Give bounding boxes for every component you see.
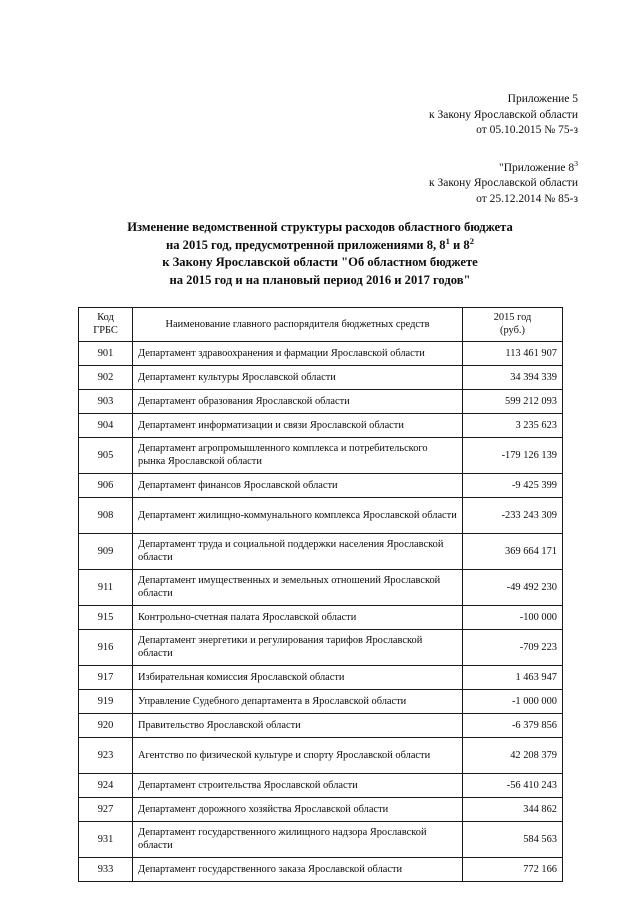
header2-appendix-superscript: 3: [574, 158, 578, 168]
cell-grbs-code: 917: [79, 665, 133, 689]
cell-amount-2015: -6 379 856: [463, 713, 563, 737]
title-line-2-part-b: и 8: [449, 237, 470, 252]
header-law-authority: к Закону Ярославской области: [429, 108, 578, 121]
cell-amount-2015: 113 461 907: [463, 341, 563, 365]
header2-law-authority: к Закону Ярославской области: [429, 177, 578, 190]
table-row: [79, 665, 563, 689]
cell-amount-2015: 584 563: [463, 821, 563, 857]
cell-department-name: Контрольно-счетная палата Ярославской области: [133, 605, 463, 629]
table-row: [79, 797, 563, 821]
table-row: [79, 533, 563, 569]
table-row: [79, 341, 563, 365]
cell-amount-2015: 599 212 093: [463, 389, 563, 413]
cell-grbs-code: 909: [79, 533, 133, 569]
cell-department-name: Департамент энергетики и регулирования тарифов Ярославской области: [133, 629, 463, 665]
column-header-code-line2: ГРБС: [93, 325, 118, 337]
cell-grbs-code: 923: [79, 737, 133, 773]
cell-department-name: Департамент строительства Ярославской области: [133, 773, 463, 797]
title-line-2-part-a: на 2015 год, предусмотренной приложениями 8, 8: [165, 237, 446, 252]
title-superscript-2: 2: [469, 235, 475, 246]
cell-department-name: Управление Судебного департамента в Ярославской области: [133, 689, 463, 713]
column-header-value: [463, 308, 563, 342]
table-row: [79, 413, 563, 437]
cell-amount-2015: 34 394 339: [463, 365, 563, 389]
column-header-value-line2: (руб.): [500, 325, 525, 337]
cell-department-name: Департамент информатизации и связи Ярославской области: [133, 413, 463, 437]
budget-table: [78, 307, 563, 882]
cell-amount-2015: -9 425 399: [463, 473, 563, 497]
header2-appendix-text: "Приложение 8: [499, 161, 575, 174]
title-line-4: на 2015 год и на плановый период 2016 и 2017 годов": [169, 272, 471, 287]
cell-grbs-code: 904: [79, 413, 133, 437]
budget-table-container: [78, 307, 562, 882]
cell-grbs-code: 924: [79, 773, 133, 797]
table-row: [79, 689, 563, 713]
cell-grbs-code: 927: [79, 797, 133, 821]
header2-law-date: от 25.12.2014 № 85-з: [476, 192, 578, 205]
cell-department-name: Департамент жилищно-коммунального комплекса Ярославской области: [133, 497, 463, 533]
page-title: [0, 219, 640, 289]
cell-amount-2015: 3 235 623: [463, 413, 563, 437]
header2-appendix-number: [429, 158, 578, 177]
table-row: [79, 437, 563, 473]
cell-department-name: Департамент государственного жилищного надзора Ярославской области: [133, 821, 463, 857]
cell-department-name: Департамент агропромышленного комплекса и потребительского рынка Ярославской области: [133, 437, 463, 473]
cell-grbs-code: 905: [79, 437, 133, 473]
cell-department-name: Департамент государственного заказа Ярославской области: [133, 857, 463, 881]
table-row: [79, 821, 563, 857]
cell-department-name: Правительство Ярославской области: [133, 713, 463, 737]
cell-grbs-code: 915: [79, 605, 133, 629]
column-header-value-line1: 2015 год: [493, 312, 532, 323]
cell-amount-2015: 369 664 171: [463, 533, 563, 569]
cell-department-name: Департамент здравоохранения и фармации Ярославской области: [133, 341, 463, 365]
cell-grbs-code: 903: [79, 389, 133, 413]
cell-department-name: Избирательная комиссия Ярославской области: [133, 665, 463, 689]
cell-amount-2015: -233 243 309: [463, 497, 563, 533]
table-row: [79, 497, 563, 533]
cell-department-name: Департамент труда и социальной поддержки населения Ярославской области: [133, 533, 463, 569]
title-line-1: Изменение ведомственной структуры расходов областного бюджета: [127, 220, 513, 234]
cell-amount-2015: -56 410 243: [463, 773, 563, 797]
table-row: [79, 629, 563, 665]
cell-amount-2015: -1 000 000: [463, 689, 563, 713]
title-superscript-1: 1: [445, 235, 450, 246]
cell-amount-2015: 1 463 947: [463, 665, 563, 689]
cell-amount-2015: -100 000: [463, 605, 563, 629]
cell-amount-2015: -709 223: [463, 629, 563, 665]
cell-department-name: Департамент дорожного хозяйства Ярославской области: [133, 797, 463, 821]
table-row: [79, 605, 563, 629]
table-header-row: [79, 308, 563, 342]
cell-department-name: Департамент финансов Ярославской области: [133, 473, 463, 497]
cell-amount-2015: -49 492 230: [463, 569, 563, 605]
cell-grbs-code: 916: [79, 629, 133, 665]
column-header-code-line1: Код: [97, 312, 114, 323]
cell-amount-2015: 344 862: [463, 797, 563, 821]
appendix-header: [429, 92, 578, 208]
cell-grbs-code: 920: [79, 713, 133, 737]
table-row: [79, 473, 563, 497]
table-row: [79, 569, 563, 605]
header-appendix-number: Приложение 5: [507, 93, 578, 105]
cell-grbs-code: 911: [79, 569, 133, 605]
title-line-2: [0, 237, 640, 255]
cell-grbs-code: 908: [79, 497, 133, 533]
title-line-3: к Закону Ярославской области "Об областном бюджете: [162, 255, 478, 270]
cell-department-name: Департамент культуры Ярославской области: [133, 365, 463, 389]
cell-department-name: Агентство по физической культуре и спорту Ярославской области: [133, 737, 463, 773]
cell-amount-2015: 772 166: [463, 857, 563, 881]
table-row: [79, 389, 563, 413]
cell-grbs-code: 933: [79, 857, 133, 881]
cell-grbs-code: 931: [79, 821, 133, 857]
column-header-name: Наименование главного распорядителя бюджетных средств: [133, 308, 463, 342]
table-row: [79, 857, 563, 881]
header-law-date: от 05.10.2015 № 75-з: [476, 124, 578, 137]
cell-amount-2015: 42 208 379: [463, 737, 563, 773]
cell-grbs-code: 902: [79, 365, 133, 389]
table-row: [79, 773, 563, 797]
table-row: [79, 713, 563, 737]
cell-grbs-code: 919: [79, 689, 133, 713]
table-row: [79, 365, 563, 389]
table-row: [79, 737, 563, 773]
header-spacer: [429, 139, 578, 161]
table-body: [79, 341, 563, 881]
cell-department-name: Департамент образования Ярославской области: [133, 389, 463, 413]
cell-grbs-code: 901: [79, 341, 133, 365]
column-header-code: [79, 308, 133, 342]
cell-grbs-code: 906: [79, 473, 133, 497]
table-head: [79, 308, 563, 342]
cell-department-name: Департамент имущественных и земельных отношений Ярославской области: [133, 569, 463, 605]
cell-amount-2015: -179 126 139: [463, 437, 563, 473]
